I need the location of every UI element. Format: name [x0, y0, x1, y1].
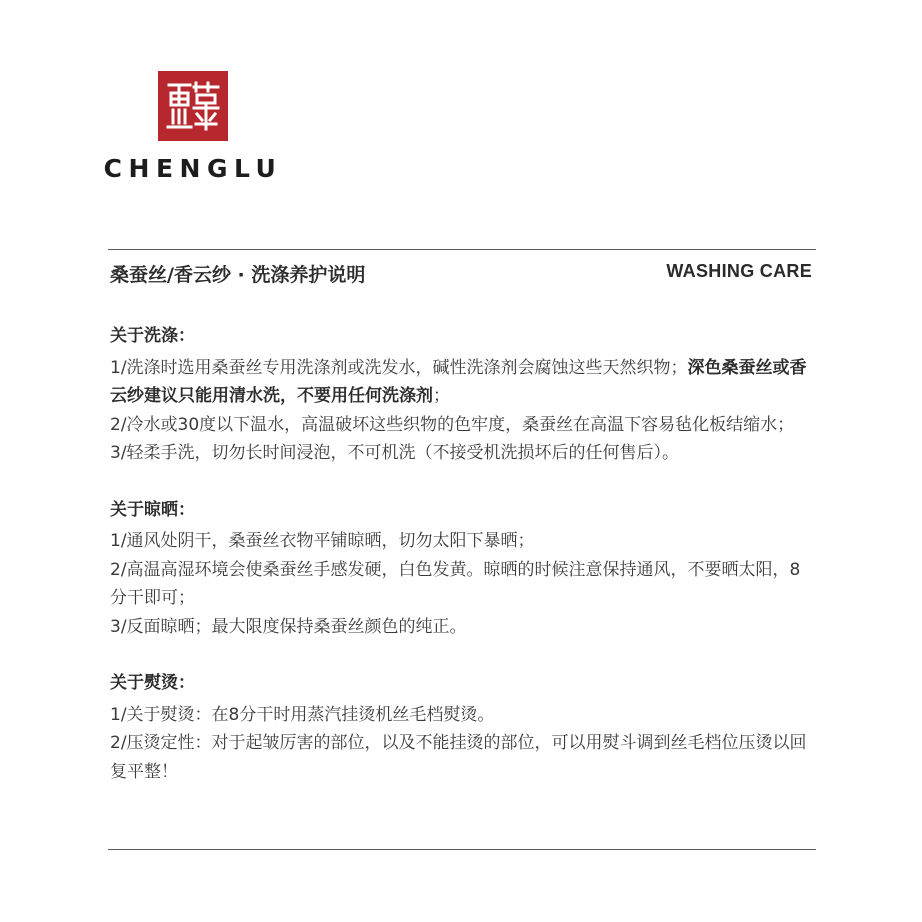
list-item: 3/反面晾晒；最大限度保持桑蚕丝颜色的纯正。: [110, 616, 467, 637]
seal-logo-icon: [164, 77, 222, 135]
list-item: [110, 354, 814, 411]
page-title-english: WASHING CARE: [666, 261, 812, 281]
section-title: 关于熨烫：: [110, 673, 195, 693]
list-item: 3/轻柔手洗，切勿长时间浸泡，不可机洗（不接受机洗损坏后的任何售后）。: [110, 443, 680, 463]
section-ironing: [110, 669, 814, 786]
page-title: 桑蚕丝/香云纱 · 洗涤养护说明: [110, 264, 366, 286]
list-item: 2/高温高湿环境会使桑蚕丝手感发硬，白色发黄。晾晒的时候注意保持通风，不要晒太阳，8分干即可；: [110, 559, 801, 608]
section-title: 关于晾晒：: [110, 499, 195, 520]
care-instructions: [110, 322, 814, 786]
list-item: 2/压烫定性：对于起皱厉害的部位，以及不能挂烫的部位，可以用熨斗调到丝毛档位压烫以回复平整！: [110, 733, 807, 782]
list-item: 1/通风处阴干，桑蚕丝衣物平铺晾晒，切勿太阳下暴晒；: [110, 531, 535, 551]
section-washing: [110, 322, 814, 468]
section-drying: [110, 496, 814, 642]
item-text-tail: ；: [433, 386, 450, 406]
top-divider: [108, 249, 816, 250]
list-item: 2/冷水或30度以下温水，高温破坏这些织物的色牢度，桑蚕丝在高温下容易毡化板结缩水；: [110, 414, 795, 435]
brand-name: CHENGLU: [103, 154, 283, 183]
seal-logo: [158, 71, 228, 141]
bottom-divider: [108, 849, 816, 850]
item-emphasis: 深色桑蚕丝或香云纱建议只能用清水洗，不要用任何洗涤剂: [110, 357, 807, 406]
section-title: 关于洗涤：: [110, 326, 195, 346]
list-item: 1/关于熨烫：在8分干时用蒸汽挂烫机丝毛档熨烫。: [110, 704, 495, 725]
item-text: 1/洗涤时选用桑蚕丝专用洗涤剂或洗发水，碱性洗涤剂会腐蚀这些天然织物；: [110, 357, 688, 378]
